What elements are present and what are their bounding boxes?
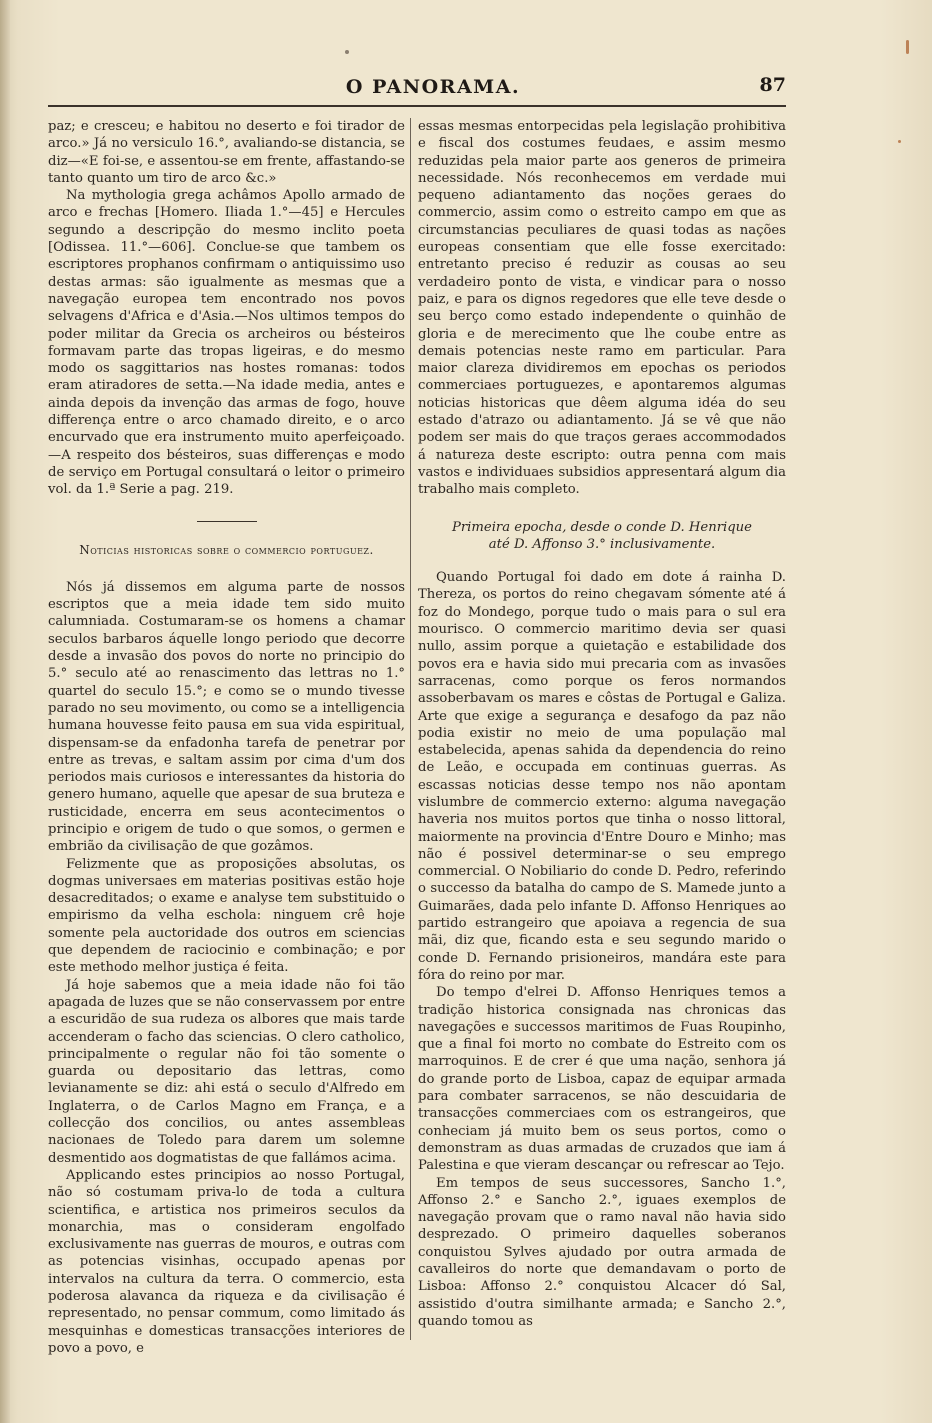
paragraph: paz; e cresceu; e habitou no deserto e foi tirador de arco.» Já no versiculo 16.°, avaliando-se distancia, se diz—«E foi-se, e assentou-se em frente, affastando-se tanto quanto um tiro de arco &c.»	[48, 119, 405, 186]
ink-speck	[898, 140, 901, 143]
page-header	[48, 72, 786, 102]
section-title: Noticias historicas sobre o commercio portuguez.	[79, 542, 374, 557]
paragraph: Quando Portugal foi dado em dote á rainha D. Thereza, os portos do reino chegavam sómente até á foz do Mondego, porque tudo o mais para o sul era mourisco. O commercio maritimo devia ser quasi nullo, assim porque a quietação e estabilidade dos povos era e havia sido mui precaria com as invasões sarracenas, como porque os feros normandos assoberbavam os mares e côstas de Portugal e Galiza. Arte que exige a segurança e desafogo da paz não podia existir no meio de uma população mal estabelecida, apenas sahida da dependencia do reino de Leão, e occupada em continuas guerras. As escassas noticias desse tempo nos não apontam vislumbre de commercio externo: alguma navegação haveria nos muitos portos que tinha o nosso littoral, maiormente na provincia d'Entre Douro e Minho; mas não é possivel determinar-se o seu emprego commercial. O Nobiliario do conde D. Pedro, referindo o successo da batalha do campo de S. Mamede junto a Guimarães, dada pelo infante D. Affonso Henriques ao partido estrangeiro que apoiava a regencia de sua mãi, diz que, ficando esta e seu segundo marido o conde D. Fernando prisioneiros, mandára este para fóra do reino por mar.	[418, 570, 786, 983]
section-divider	[197, 521, 257, 522]
page-binding-edge	[0, 0, 10, 1423]
paragraph: Nós já dissemos em alguma parte de nossos escriptos que a meia idade tem sido muito calumniada. Costumaram-se os homens a chamar seculos barbaros áquelle longo periodo que decorre desde a invasão dos povos do norte no principio do 5.° seculo até ao renascimento das lettras no 1.° quartel do seculo 15.°; e como se o mundo tivesse parado no seu movimento, ou como se a intelligencia humana houvesse feito pausa em sua vida espiritual, dispensam-se da enfadonha tarefa de penetrar por entre as trevas, e saltam assim por cima d'um dos periodos mais curiosos e interessantes da historia do genero humano, aquelle que apesar de sua bruteza e rusticidade, encerra em seus acontecimentos o principio e origem de tudo o que somos, o germen e embrião da civilisação de que gozâmos.	[48, 579, 405, 855]
ink-mark	[906, 40, 909, 54]
paragraph: Felizmente que as proposições absolutas, os dogmas universaes em materias positivas estão hoje desacreditados; o exame e analyse tem substituido o empirismo da velha eschola: ninguem crê hoje somente pela auctoridade dos outros em sciencias que dependem de raciocinio e combinação; e por este methodo melhor justiça é feita.	[48, 856, 405, 976]
ink-speck	[345, 50, 349, 54]
paragraph: Do tempo d'elrei D. Affonso Henriques temos a tradição historica consignada nas chronicas das navegações e successos maritimos de Fuas Roupinho, que a final foi morto no combate do Estreito com os marroquinos. E de crer é que uma nação, senhora já do grande porto de Lisboa, capaz de equipar armada para combater sarracenos, se não descuidaria de transacções commerciaes com os estrangeiros, que conheciam já muito bem os seus portos, como o demonstram as duas armadas de cruzados que iam á Palestina e que vieram descançar ou refrescar ao Tejo.	[418, 985, 786, 1174]
epoch-heading-line: Primeira epocha, desde o conde D. Henrique	[452, 519, 752, 535]
paragraph: Applicando estes principios ao nosso Portugal, não só costumam priva-lo de toda a cultura scientifica, e artistica nos primeiros seculos da monarchia, mas o consideram engolfado exclusivamente nas guerras de mouros, e outras com as potencias visinhas, occupado apenas por intervalos na cultura da terra. O commercio, esta poderosa alavanca da riqueza e da civilisação é representado, no pensar commum, como limitado ás mesquinhas e domesticas transacções interiores de povo a povo, e	[48, 1167, 405, 1356]
paragraph: Na mythologia grega achâmos Apollo armado de arco e frechas [Homero. Iliada 1.°—45] e Hercules segundo a descripção do mesmo inclito poeta [Odissea. 11.°—606]. Conclue-se que tambem os escriptores prophanos confirmam o antiquissimo uso destas armas: são igualmente as mesmas que a navegação europea tem encontrado nos povos selvagens d'Africa e d'Asia.—Nos ultimos tempos do poder militar da Grecia os archeiros ou bésteiros formavam parte das tropas ligeiras, e do mesmo modo os saggittarios nas hostes romanas: todos eram atiradores de setta.—Na idade media, antes e ainda depois da invenção das armas de fogo, houve differença entre o arco chamado direito, e o arco encurvado que era instrumento muito aperfeiçoado.—A respeito dos bésteiros, suas differenças e modo de serviço em Portugal consultará o leitor o primeiro vol. da 1.ª Serie a pag. 219.	[48, 188, 405, 498]
column-divider	[410, 118, 411, 1340]
page-number: 87	[759, 74, 786, 96]
paragraph: Já hoje sabemos que a meia idade não foi tão apagada de luzes que se não conservassem por entre a escuridão de sua rudeza os albores que mais tarde accenderam o facho das sciencias. O clero catholico, principalmente o regular não foi tão somente o guarda ou depositario das lettras, como levianamente se diz: ahi está o seculo d'Alfredo em Inglaterra, o de Carlos Magno em França, e a collecção dos concilios, ou antes assembleas nacionaes de Toledo para darem um solemne desmentido aos dogmatistas de que fallámos acima.	[48, 977, 405, 1166]
page-title: O PANORAMA.	[345, 76, 521, 98]
header-rule	[48, 105, 786, 107]
epoch-heading-line: até D. Affonso 3.° inclusivamente.	[488, 536, 716, 552]
paragraph: Em tempos de seus successores, Sancho 1.°, Affonso 2.° e Sancho 2.°, iguaes exemplos de navegação provam que o ramo naval não havia sido desprezado. O primeiro daquelles soberanos conquistou Sylves ajudado por outra armada de cavalleiros do norte que demandavam o porto de Lisboa: Affonso 2.° conquistou Alcacer dó Sal, assistido d'outra similhante armada; e Sancho 2.°, quando tomou as	[418, 1175, 786, 1329]
paragraph: essas mesmas entorpecidas pela legislação prohibitiva e fiscal dos costumes feudaes, e assim mesmo reduzidas pela maior parte aos generos de primeira necessidade. Nós reconhecemos em verdade mui pequeno adiantamento das noções geraes do commercio, assim como o estreito campo em que as circumstancias peculiares de quasi todas as nações europeas consentiam que elle fosse exercitado: entretanto preciso é reduzir as cousas ao seu verdadeiro ponto de vista, e vindicar para o nosso paiz, e para os dignos regedores que elle teve desde o seu berço como estado independente o quinhão de gloria e de merecimento que lhe coube entre as demais potencias neste ramo em particular. Para maior clareza dividiremos em epochas os periodos commerciaes portuguezes, e apontaremos algumas noticias historicas que dêem alguma idéa do seu estado d'atrazo ou adiantamento. Já se vê que não podem ser mais do que traços geraes accommodados á natureza deste escripto: outra penna com mais vastos e individuaes subsidios appresentará algum dia trabalho mais completo.	[418, 119, 786, 498]
right-column	[418, 118, 786, 1330]
epoch-heading	[418, 519, 786, 554]
left-column	[48, 118, 405, 1357]
